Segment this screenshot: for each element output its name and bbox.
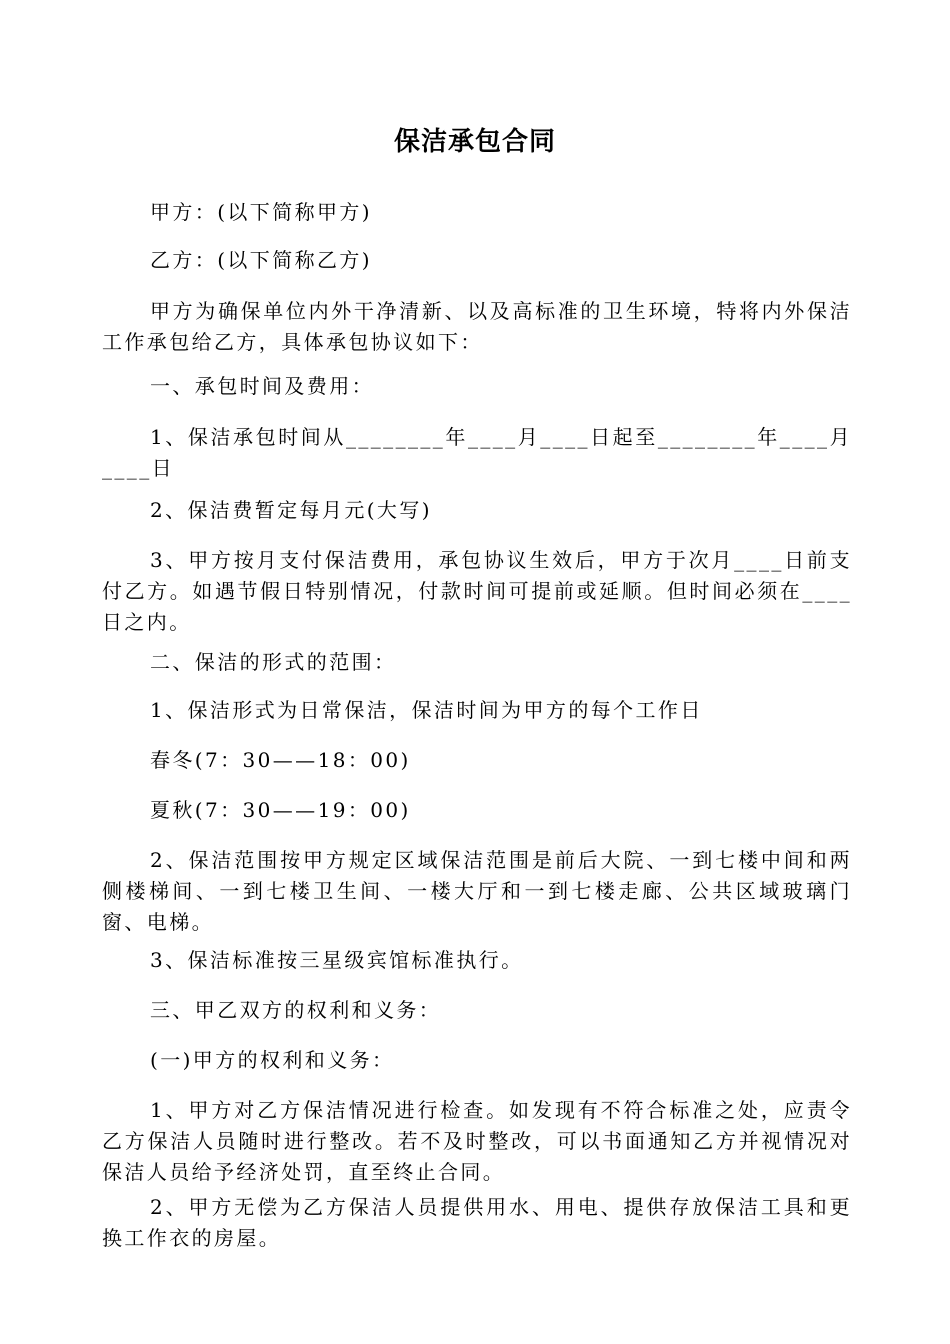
- clause-1-1: 1、保洁承包时间从________年____月____日起至________年____月____日: [102, 425, 852, 480]
- clause-2-2: 2、保洁范围按甲方规定区域保洁范围是前后大院、一到七楼中间和两侧楼梯间、一到七楼卫生间、一楼大厅和一到七楼走廊、公共区域玻璃门窗、电梯。: [102, 848, 852, 934]
- clause-1-2: 2、保洁费暂定每月元(大写): [150, 498, 432, 522]
- document-title: 保洁承包合同: [393, 127, 556, 158]
- party-b-line: 乙方：(以下简称乙方): [150, 248, 373, 272]
- clause-3-2: 2、甲方无偿为乙方保洁人员提供用水、用电、提供存放保洁工具和更换工作衣的房屋。: [102, 1195, 852, 1250]
- clause-2-3: 3、保洁标准按三星级宾馆标准执行。: [150, 948, 524, 972]
- clause-2-1: 1、保洁形式为日常保洁，保洁时间为甲方的每个工作日: [150, 698, 703, 722]
- intro-paragraph: 甲方为确保单位内外干净清新、以及高标准的卫生环境，特将内外保洁工作承包给乙方，具体承包协议如下：: [102, 299, 852, 354]
- clause-1-3: 3、甲方按月支付保洁费用，承包协议生效后，甲方于次月____日前支付乙方。如遇节假日特别情况，付款时间可提前或延顺。但时间必须在____日之内。: [102, 548, 852, 634]
- section-heading-3: 三、甲乙双方的权利和义务：: [150, 998, 442, 1022]
- party-a-line: 甲方：(以下简称甲方): [150, 200, 373, 224]
- schedule-spring-winter: 春冬(7：30——18：00): [150, 748, 411, 772]
- subsection-heading-party-a: (一)甲方的权利和义务：: [150, 1048, 395, 1072]
- section-heading-1: 一、承包时间及费用：: [150, 374, 374, 398]
- schedule-summer-autumn: 夏秋(7：30——19：00): [150, 798, 411, 822]
- section-heading-2: 二、保洁的形式的范围：: [150, 650, 397, 674]
- clause-3-1: 1、甲方对乙方保洁情况进行检查。如发现有不符合标准之处，应责令乙方保洁人员随时进行整改。若不及时整改，可以书面通知乙方并视情况对保洁人员给予经济处罚，直至终止合同。: [102, 1098, 852, 1184]
